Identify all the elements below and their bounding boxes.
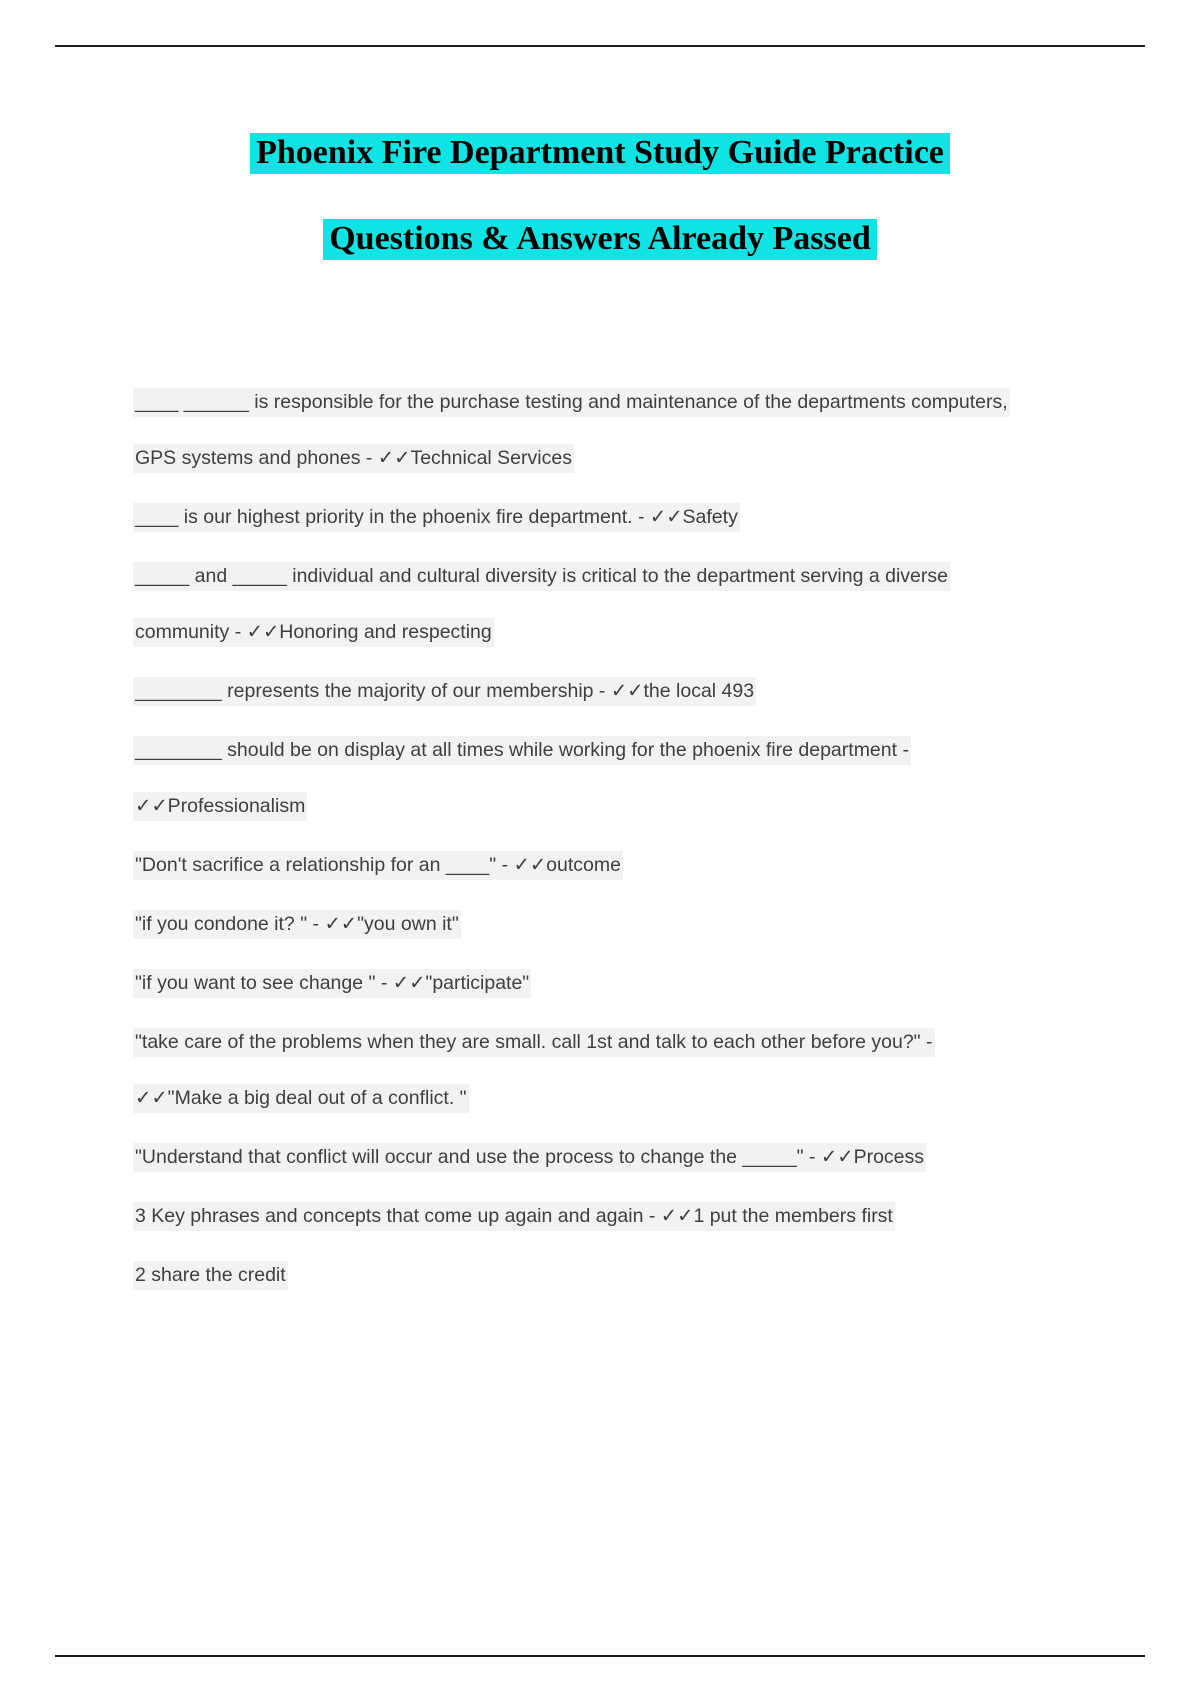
qa-item-text: "Don't sacrifice a relationship for an ____" - ✓✓outcome <box>133 851 623 880</box>
qa-item <box>133 722 1013 834</box>
qa-item-text: 3 Key phrases and concepts that come up again and again - ✓✓1 put the members first <box>133 1202 895 1231</box>
qa-item <box>133 663 1013 719</box>
title-line-2-text: Questions & Answers Already Passed <box>323 219 877 260</box>
top-rule <box>55 45 1145 47</box>
qa-item <box>133 548 1013 660</box>
qa-item <box>133 374 1013 486</box>
qa-item <box>133 1014 1013 1126</box>
qa-item <box>133 955 1013 1011</box>
qa-item <box>133 489 1013 545</box>
qa-item-text: ____ is our highest priority in the phoenix fire department. - ✓✓Safety <box>133 503 740 532</box>
bottom-rule <box>55 1655 1145 1657</box>
qa-item-text: 2 share the credit <box>133 1261 288 1290</box>
qa-item <box>133 1129 1013 1185</box>
qa-item-text: "if you want to see change " - ✓✓"participate" <box>133 969 531 998</box>
qa-item-text: ____ ______ is responsible for the purchase testing and maintenance of the departments computers, GPS systems and phones - ✓✓Technical Services <box>133 388 1010 473</box>
qa-item-text: ________ should be on display at all times while working for the phoenix fire department - ✓✓Professionalism <box>133 736 911 821</box>
document-title <box>0 0 1200 262</box>
qa-list <box>133 374 1013 1303</box>
qa-item-text: "Understand that conflict will occur and use the process to change the _____" - ✓✓Process <box>133 1143 926 1172</box>
qa-item-text: "take care of the problems when they are small. call 1st and talk to each other before you?" - ✓✓"Make a big deal out of a conflict. " <box>133 1028 935 1113</box>
qa-item-text: ________ represents the majority of our membership - ✓✓the local 493 <box>133 677 756 706</box>
qa-item <box>133 837 1013 893</box>
qa-item-text: "if you condone it? " - ✓✓"you own it" <box>133 910 461 939</box>
qa-item <box>133 896 1013 952</box>
qa-item-text: _____ and _____ individual and cultural diversity is critical to the department serving a diverse community - ✓✓Honoring and respecting <box>133 562 950 647</box>
title-line-1-text: Phoenix Fire Department Study Guide Practice <box>250 133 950 174</box>
qa-item <box>133 1247 1013 1303</box>
qa-item <box>133 1188 1013 1244</box>
title-line-1 <box>0 130 1200 176</box>
title-line-2 <box>0 216 1200 262</box>
